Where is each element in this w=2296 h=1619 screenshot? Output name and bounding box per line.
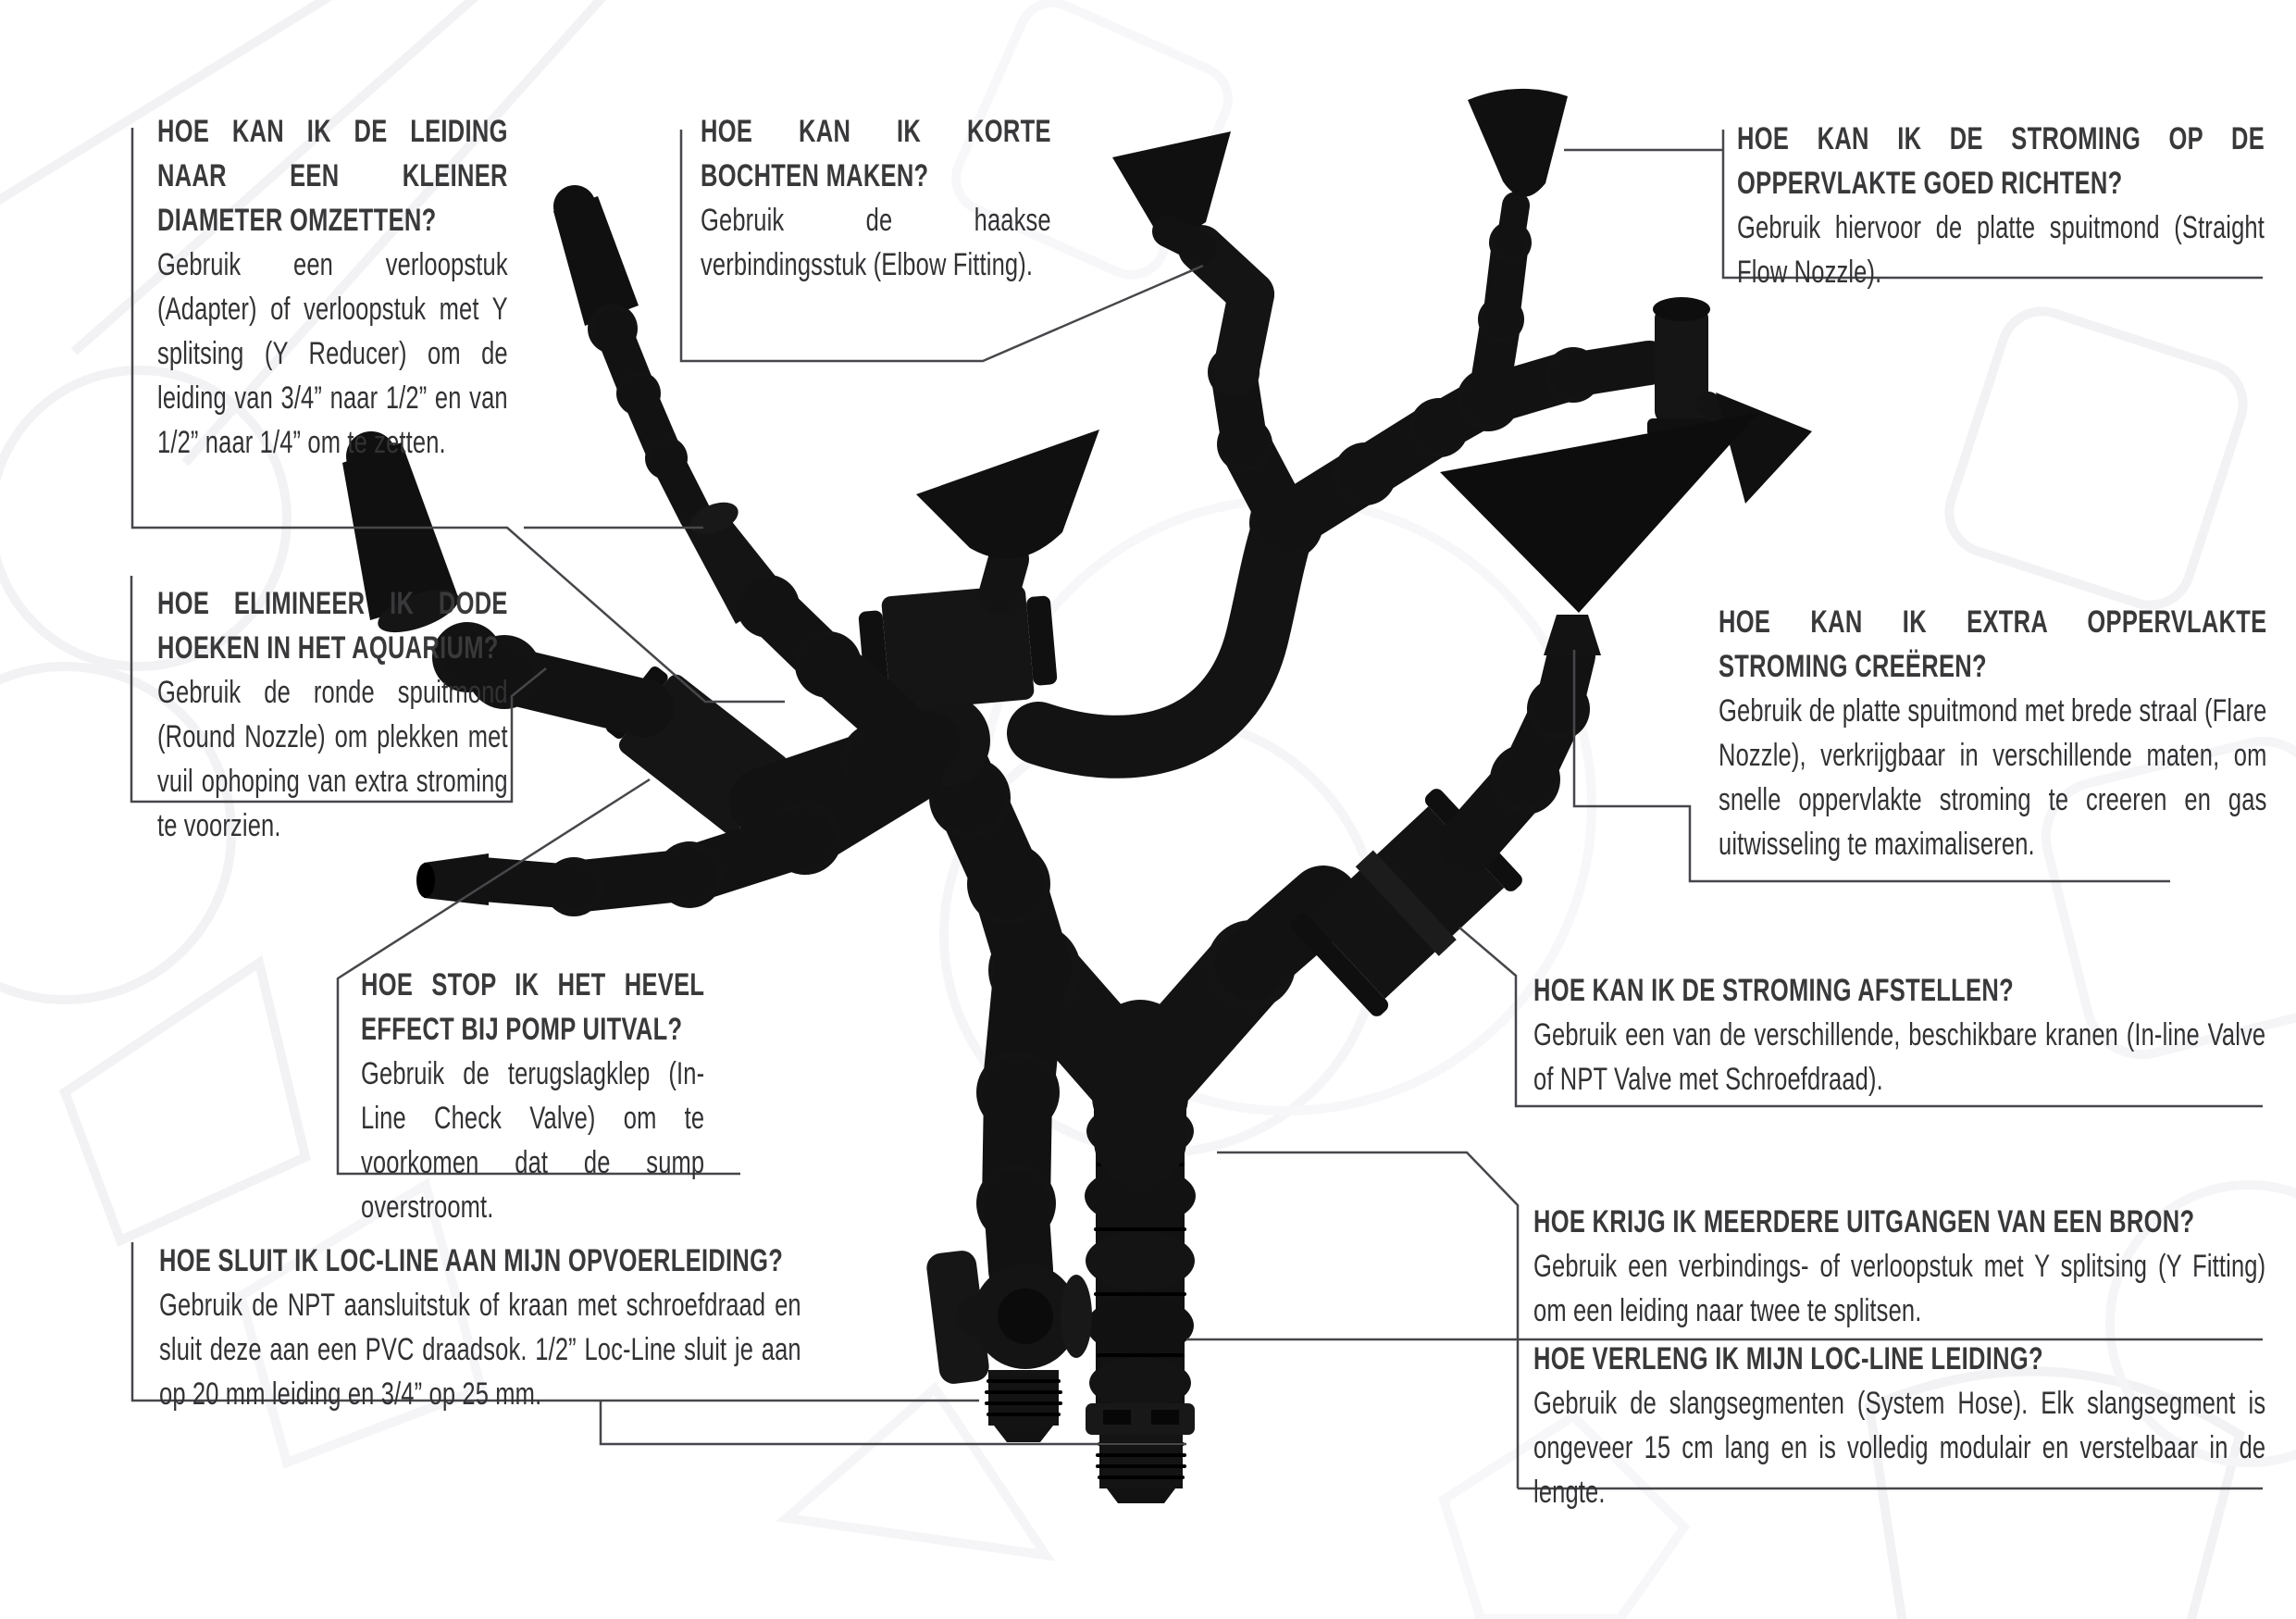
callout-heading: HOE KRIJG IK MEERDERE UITGANGEN VAN EEN BRON? xyxy=(1533,1204,2195,1239)
callout-dead-corners xyxy=(157,581,508,848)
callout-body: Gebruik de NPT aansluitstuk of kraan met schroefdraad en sluit deze aan een PVC draadsok. 1/2” Loc-Line sluit je aan op 20 mm leiding en 3/4” op 25 mm. xyxy=(159,1288,801,1412)
callout-short-bends xyxy=(701,109,1051,287)
callout-body: Gebruik de ronde spuitmond (Round Nozzle) om plekken met vuil ophoping van extra stroming te voorzien. xyxy=(157,675,508,843)
small-round-nozzle xyxy=(553,185,639,326)
hose-to-flare xyxy=(1470,655,1590,842)
callout-reduce-diameter xyxy=(157,109,508,465)
male-thread-npt xyxy=(988,1370,1059,1426)
flat-nozzle-center xyxy=(916,430,1099,559)
callout-multiple-outputs xyxy=(1533,1200,2265,1333)
tee-fitting xyxy=(1647,297,1729,437)
callout-heading: HOE KAN IK KORTE BOCHTEN MAKEN? xyxy=(701,114,1051,193)
callout-surface-flow-direction xyxy=(1737,117,2265,294)
callout-heading: HOE SLUIT IK LOC-LINE AAN MIJN OPVOERLEIDING? xyxy=(159,1243,784,1278)
cone-nozzle-right xyxy=(1716,392,1812,504)
callout-heading: HOE VERLENG IK MIJN LOC-LINE LEIDING? xyxy=(1533,1341,2043,1376)
callout-body: Gebruik de platte spuitmond met brede straal (Flare Nozzle), verkrijgbaar in verschillende maten, om snelle oppervlakte stroming te creeren en gas uitwisseling te maximaliseren. xyxy=(1719,693,2267,862)
reducer-adapter xyxy=(680,496,893,722)
callout-body: Gebruik een verloopstuk (Adapter) of verloopstuk met Y splitsing (Y Reducer) om de leiding van 3/4” naar 1/2” en van 1/2” naar 1/4” om te zetten. xyxy=(157,247,508,460)
hose-clamp xyxy=(1086,1403,1195,1435)
callout-connect-supply-line xyxy=(159,1239,801,1416)
callout-body: Gebruik hiervoor de platte spuitmond (Straight Flow Nozzle). xyxy=(1737,210,2265,290)
straight-flow-nozzle xyxy=(1468,89,1568,197)
u-bend-hose xyxy=(1038,529,1283,747)
callout-extra-surface-flow xyxy=(1719,600,2267,866)
callout-extend-line xyxy=(1533,1337,2265,1514)
callout-heading: HOE KAN IK DE STROMING AFSTELLEN? xyxy=(1533,973,2014,1008)
elbow-fitting xyxy=(1201,248,1251,368)
callout-body: Gebruik een verbindings- of verloopstuk met Y splitsing (Y Fitting) om een leiding naar twee te splitsen. xyxy=(1533,1249,2266,1328)
flare-nozzle xyxy=(1440,413,1758,655)
callout-body: Gebruik een van de verschillende, beschikbare kranen (In-line Valve of NPT Valve met Schroefdraad). xyxy=(1533,1017,2266,1097)
callout-body: Gebruik de haakse verbindingsstuk (Elbow Fitting). xyxy=(701,203,1051,282)
callout-heading: HOE KAN IK DE STROMING OP DE OPPERVLAKTE GOED RICHTEN? xyxy=(1737,121,2265,201)
callout-heading: HOE KAN IK DE LEIDING NAAR EEN KLEINER DIAMETER OMZETTEN? xyxy=(157,114,508,238)
callout-heading: HOE STOP IK HET HEVEL EFFECT BIJ POMP UITVAL? xyxy=(361,967,705,1047)
callout-heading: HOE KAN IK EXTRA OPPERVLAKTE STROMING CREËREN? xyxy=(1719,604,2267,684)
callout-body: Gebruik de slangsegmenten (System Hose). Elk slangsegment is ongeveer 15 cm lang en is volledig modulair en verstelbaar in de lengte. xyxy=(1533,1386,2266,1510)
callout-adjust-flow xyxy=(1533,968,2265,1102)
quarter-inch-hose xyxy=(588,304,696,517)
callout-body: Gebruik de terugslagklep (In-Line Check Valve) om te voorkomen dat de sump overstroomt. xyxy=(361,1056,705,1225)
callout-heading: HOE ELIMINEER IK DODE HOEKEN IN HET AQUARIUM? xyxy=(157,586,508,666)
hose-to-npt-valve xyxy=(976,977,1060,1270)
callout-siphon-effect xyxy=(361,963,704,1229)
leader-b8 xyxy=(1217,1152,1518,1488)
